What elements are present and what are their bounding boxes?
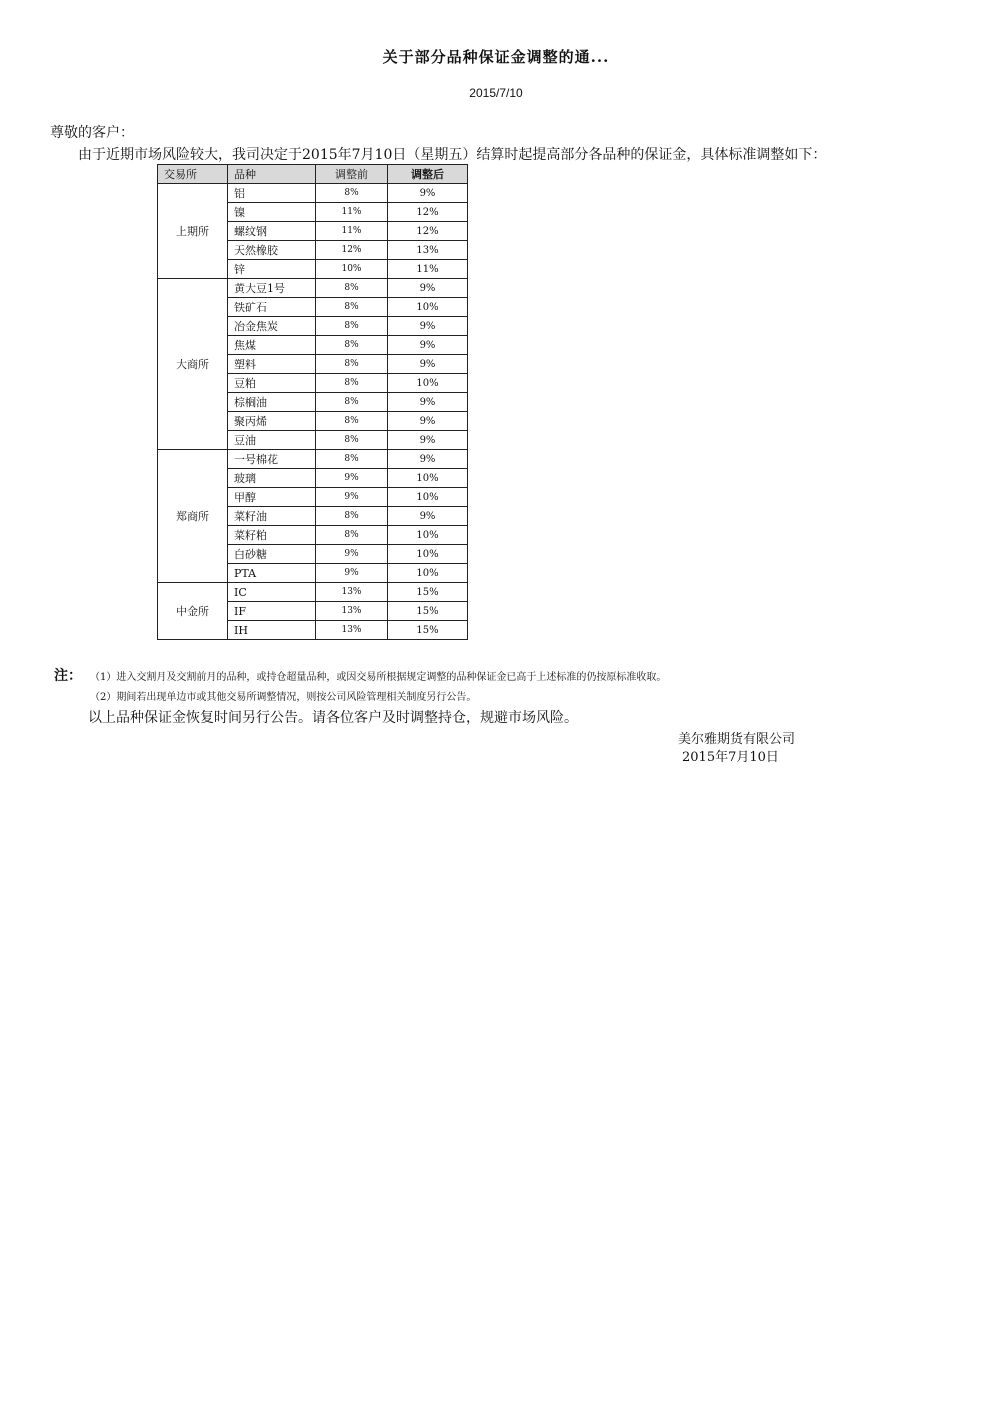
variety-cell: 菜籽油 xyxy=(228,507,316,526)
table-row xyxy=(158,184,468,203)
before-cell: 9% xyxy=(316,564,388,583)
after-cell: 10% xyxy=(388,564,468,583)
variety-cell: 焦煤 xyxy=(228,336,316,355)
exchange-cell: 大商所 xyxy=(158,279,228,450)
before-cell: 13% xyxy=(316,602,388,621)
after-cell: 9% xyxy=(388,184,468,203)
company-name: 美尔雅期货有限公司 xyxy=(678,732,796,747)
after-cell: 10% xyxy=(388,469,468,488)
variety-cell: 一号棉花 xyxy=(228,450,316,469)
greeting: 尊敬的客户： xyxy=(50,125,134,141)
before-cell: 8% xyxy=(316,336,388,355)
variety-cell: 冶金焦炭 xyxy=(228,317,316,336)
header-variety: 品种 xyxy=(228,165,316,184)
before-cell: 12% xyxy=(316,241,388,260)
closing-paragraph: 以上品种保证金恢复时间另行公告。请各位客户及时调整持仓，规避市场风险。 xyxy=(88,710,578,726)
after-cell: 9% xyxy=(388,355,468,374)
variety-cell: 棕榈油 xyxy=(228,393,316,412)
before-cell: 8% xyxy=(316,431,388,450)
after-cell: 9% xyxy=(388,450,468,469)
exchange-cell: 中金所 xyxy=(158,583,228,640)
variety-cell: PTA xyxy=(228,564,316,583)
header-before: 调整前 xyxy=(316,165,388,184)
table-header-row xyxy=(158,165,468,184)
before-cell: 8% xyxy=(316,317,388,336)
variety-cell: 铝 xyxy=(228,184,316,203)
before-cell: 11% xyxy=(316,203,388,222)
variety-cell: 豆粕 xyxy=(228,374,316,393)
before-cell: 8% xyxy=(316,526,388,545)
variety-cell: 铁矿石 xyxy=(228,298,316,317)
after-cell: 9% xyxy=(388,412,468,431)
table-row xyxy=(158,450,468,469)
after-cell: 12% xyxy=(388,222,468,241)
variety-cell: 甲醇 xyxy=(228,488,316,507)
after-cell: 10% xyxy=(388,374,468,393)
document-title: 关于部分品种保证金调整的通... xyxy=(382,48,610,66)
before-cell: 8% xyxy=(316,298,388,317)
before-cell: 9% xyxy=(316,469,388,488)
variety-cell: 锌 xyxy=(228,260,316,279)
variety-cell: 天然橡胶 xyxy=(228,241,316,260)
before-cell: 8% xyxy=(316,184,388,203)
signature-date: 2015年7月10日 xyxy=(682,750,779,765)
table-body xyxy=(158,184,468,640)
header-exchange: 交易所 xyxy=(158,165,228,184)
before-cell: 8% xyxy=(316,279,388,298)
after-cell: 9% xyxy=(388,431,468,450)
exchange-cell: 郑商所 xyxy=(158,450,228,583)
variety-cell: 螺纹钢 xyxy=(228,222,316,241)
note-1: （1）进入交割月及交割前月的品种，或持仓超量品种，或因交易所根据规定调整的品种保证金已高于上述标准的仍按原标准收取。 xyxy=(90,672,667,683)
after-cell: 9% xyxy=(388,336,468,355)
variety-cell: IC xyxy=(228,583,316,602)
variety-cell: 玻璃 xyxy=(228,469,316,488)
before-cell: 8% xyxy=(316,450,388,469)
before-cell: 8% xyxy=(316,507,388,526)
after-cell: 10% xyxy=(388,298,468,317)
before-cell: 8% xyxy=(316,355,388,374)
before-cell: 13% xyxy=(316,621,388,640)
after-cell: 15% xyxy=(388,583,468,602)
variety-cell: 白砂糖 xyxy=(228,545,316,564)
note-label: 注： xyxy=(54,668,82,684)
after-cell: 10% xyxy=(388,526,468,545)
after-cell: 10% xyxy=(388,545,468,564)
before-cell: 11% xyxy=(316,222,388,241)
before-cell: 8% xyxy=(316,374,388,393)
variety-cell: 黄大豆1号 xyxy=(228,279,316,298)
after-cell: 9% xyxy=(388,317,468,336)
before-cell: 10% xyxy=(316,260,388,279)
after-cell: 10% xyxy=(388,488,468,507)
before-cell: 8% xyxy=(316,393,388,412)
variety-cell: 聚丙烯 xyxy=(228,412,316,431)
header-after: 调整后 xyxy=(388,165,468,184)
variety-cell: 镍 xyxy=(228,203,316,222)
variety-cell: IF xyxy=(228,602,316,621)
table-row xyxy=(158,279,468,298)
variety-cell: 豆油 xyxy=(228,431,316,450)
variety-cell: 塑料 xyxy=(228,355,316,374)
after-cell: 13% xyxy=(388,241,468,260)
before-cell: 13% xyxy=(316,583,388,602)
variety-cell: IH xyxy=(228,621,316,640)
after-cell: 9% xyxy=(388,279,468,298)
after-cell: 11% xyxy=(388,260,468,279)
after-cell: 9% xyxy=(388,393,468,412)
before-cell: 9% xyxy=(316,488,388,507)
margin-table xyxy=(157,164,468,640)
after-cell: 15% xyxy=(388,602,468,621)
table-row xyxy=(158,583,468,602)
before-cell: 9% xyxy=(316,545,388,564)
document-date: 2015/7/10 xyxy=(469,86,523,100)
note-2: （2）期间若出现单边市或其他交易所调整情况，则按公司风险管理相关制度另行公告。 xyxy=(90,692,477,703)
after-cell: 9% xyxy=(388,507,468,526)
after-cell: 12% xyxy=(388,203,468,222)
before-cell: 8% xyxy=(316,412,388,431)
intro-paragraph: 由于近期市场风险较大，我司决定于2015年7月10日（星期五）结算时起提高部分各品种的保证金，具体标准调整如下： xyxy=(78,147,827,163)
exchange-cell: 上期所 xyxy=(158,184,228,279)
variety-cell: 菜籽粕 xyxy=(228,526,316,545)
after-cell: 15% xyxy=(388,621,468,640)
